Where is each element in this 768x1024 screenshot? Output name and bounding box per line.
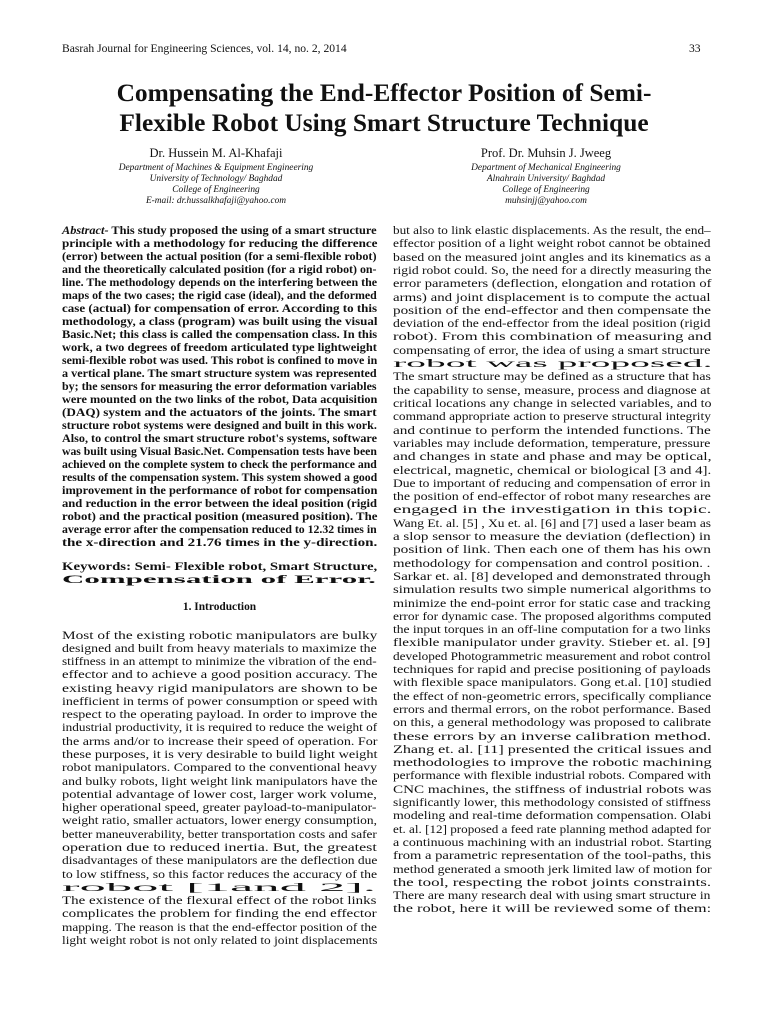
abstract-text: This study proposed the using of a smart structure [108, 225, 377, 237]
body-line: rigid robot could. So, the need for a directly measuring the [393, 265, 712, 277]
body-line: critical locations any change in selected variables, and to [393, 398, 712, 410]
paper-title-line-2: Flexible Robot Using Smart Structure Technique [119, 109, 649, 137]
body-line: techniques for rapid and precise positioning of payloads [393, 664, 711, 676]
abstract-line: structure robot systems were designed and built in this work. [62, 420, 377, 432]
abstract-line: methodology, a class (program) was built using the visual [62, 316, 378, 328]
body-line: errors and thermal errors, on the robot performance. Based [393, 704, 711, 716]
abstract-line: Also, to control the smart structure robot's systems, software [62, 433, 378, 445]
author-affiliation: Department of Machines & Equipment Engineering [118, 163, 314, 173]
body-line: robot). From this combination of measuring and [393, 331, 712, 343]
author-email: muhsinjj@yahoo.com [505, 196, 587, 206]
abstract-line: by; the sensors for measuring the error deformation variables [62, 381, 377, 393]
body-line: error parameters (deflection, elongation and rotation of [393, 278, 712, 290]
body-line: a continuous machining with an industrial robot. Starting [393, 837, 712, 849]
body-line: the capability to sense, measure, process and diagnose at [393, 385, 711, 397]
page-number: 33 [689, 42, 701, 55]
body-line: minimize the end-point error for static case and tracking [393, 598, 711, 610]
body-line: and changes in state and phase and may be optical, [393, 451, 712, 463]
body-line: from a parametric representation of the tool-paths, this [393, 850, 712, 862]
body-line: better maneuverability, better transportation costs and safer [62, 829, 377, 841]
body-line: position of link. Then each one of them has his own [393, 544, 711, 556]
body-line: robot was proposed. [393, 358, 713, 370]
body-line: weight ratio, smaller actuators, lower energy consumption, [62, 815, 377, 827]
abstract-line [62, 225, 377, 238]
body-line: industrial productivity, it is required to reduce the weight of [62, 722, 378, 734]
body-line: electrical, magnetic, chemical or biological [3 and 4]. [393, 465, 712, 477]
abstract-line: and the theoretically calculated position (for a rigid robot) on- [62, 264, 377, 276]
abstract-line: (error) between the actual position (for a semi-flexible robot) [62, 251, 377, 263]
author-name: Prof. Dr. Muhsin J. Jweeg [480, 146, 612, 160]
body-line: Most of the existing robotic manipulators are bulky [62, 630, 378, 642]
body-line: the tool, respecting the robot joints constraints. [393, 877, 712, 889]
body-line: et. al. [12] proposed a feed rate planning method adapted for [393, 824, 711, 836]
abstract-line: principle with a methodology for reducing the difference [62, 238, 378, 250]
body-line: developed Photogrammetric measurement and robot control [393, 651, 711, 663]
abstract-line: (DAQ) system and the actuators of the joints. The smart [62, 407, 377, 419]
abstract-line: case (actual) for compensation of error. According to this [62, 303, 378, 315]
body-line: light weight robot is not only related to joint displacements [62, 935, 378, 947]
body-line: compensating of error, the idea of using a smart structure [393, 345, 711, 357]
abstract-line: average error after the compensation reduced to 12.32 times in [62, 524, 377, 536]
body-line: error for dynamic case. The proposed algorithms computed [393, 611, 712, 623]
body-line: potential advantage of lower cost, larger work volume, [62, 789, 377, 801]
body-line: with flexible space manipulators. Gong et.al. [10] studied [393, 677, 712, 689]
body-line: higher operational speed, greater payload-to-manipulator- [62, 802, 377, 814]
body-line: to low stiffness, so this factor reduces the accuracy of the [62, 869, 378, 881]
abstract-line: work, a two degrees of freedom articulated type lightweight [62, 342, 377, 354]
body-line: on this, a general methodology was proposed to calibrate [393, 717, 712, 729]
body-line: flexible manipulator under gravity. Stieber et. al. [9] [393, 637, 711, 649]
body-line: based on the measured joint angles and its kinematics as a [393, 252, 711, 264]
section-heading: 1. Introduction [182, 601, 257, 613]
author-affiliation: University of Technology/ Baghdad [149, 174, 283, 184]
body-line: the effect of non-geometric errors, specifically compliance [393, 691, 712, 703]
body-line: engaged in the investigation in this topic. [393, 504, 712, 516]
abstract-line: improvement in the performance of robot for compensation [62, 485, 378, 497]
body-line: a slop sensor to measure the deviation (deflection) in [393, 531, 711, 543]
abstract-line: a vertical plane. The smart structure system was represented [62, 368, 377, 380]
body-line: the position of end-effector of robot many researches are [393, 491, 711, 503]
body-line: The smart structure may be defined as a structure that has [393, 371, 711, 383]
author-email: E-mail: dr.hussalkhafaji@yahoo.com [145, 196, 287, 206]
body-line: these purposes, it is very desirable to build light weight [62, 749, 378, 761]
body-line: the input torques in an off-line computation for a two links [393, 624, 711, 636]
body-line: robot manipulators. Compared to the conventional heavy [62, 762, 378, 774]
abstract-line: robot) and the practical position (measured position). The [62, 511, 378, 523]
body-line: effector and to achieve a good position accuracy. The [62, 669, 378, 681]
body-line: deviation of the end-effector from the ideal position (rigid [393, 318, 711, 330]
body-line: effector position of a light weight robot cannot be obtained [393, 238, 711, 250]
body-line: methodology for compensation and control position. . [393, 558, 711, 570]
abstract-line: and reduction in the error between the ideal position (rigid [62, 498, 377, 510]
body-line: operation due to reduced inertia. But, the greatest [62, 842, 377, 854]
body-line: simulation results two simple numerical algorithms to [393, 584, 712, 596]
abstract-line: maps of the two cases; the rigid case (ideal), and the deformed [62, 290, 377, 302]
author-name: Dr. Hussein M. Al-Khafaji [149, 146, 283, 160]
body-line: The existence of the flexural effect of the robot links [62, 895, 377, 907]
body-line: and continue to perform the intended functions. The [393, 425, 711, 437]
body-line: command appropriate action to preserve structural integrity [393, 411, 711, 423]
paper-title-line-1: Compensating the End-Effector Position of Semi- [116, 79, 652, 107]
body-line: and bulky robots, light weight link manipulators have the [62, 776, 378, 788]
body-line: arms) and joint displacement is to compute the actual [393, 292, 711, 304]
author-affiliation: Department of Mechanical Engineering [471, 163, 621, 173]
body-line: but also to link elastic displacements. As the result, the end– [393, 225, 711, 237]
body-line: Zhang et. al. [11] presented the critical issues and [393, 744, 712, 756]
body-line: CNC machines, the stiffness of industrial robots was [393, 784, 712, 796]
journal-header: Basrah Journal for Engineering Sciences, vol. 14, no. 2, 2014 [62, 42, 347, 55]
body-line: complicates the problem for finding the end effector [62, 908, 377, 920]
abstract-label: Abstract- [62, 225, 109, 237]
body-line: position of the end-effector and then compensate the [393, 305, 711, 317]
body-line: method generated a smooth jerk limited law of motion for [393, 864, 712, 876]
body-line: mapping. The reason is that the end-effector position of the [62, 922, 377, 934]
keywords-line: Compensation of Error. [62, 573, 376, 586]
body-line: designed and built from heavy materials to maximize the [62, 643, 377, 655]
body-line: performance with flexible industrial robots. Compared with [393, 770, 711, 782]
body-line: respect to the operating payload. In order to improve the [62, 709, 378, 721]
body-line: robot [1and 2]. [62, 882, 377, 894]
abstract-line: were mounted on the two links of the robot, Data acquisition [62, 394, 378, 406]
body-line: modeling and real-time deformation compensation. Olabi [393, 810, 712, 822]
author-affiliation: College of Engineering [172, 185, 260, 195]
body-line: variables may include deformation, temperature, pressure [393, 438, 711, 450]
abstract-line: achieved on the complete system to check the performance and [62, 459, 377, 471]
body-line: significantly lower, this methodology consisted of stiffness [393, 797, 711, 809]
author-affiliation: Alnahrain University/ Baghdad [486, 174, 606, 184]
body-line: There are many research deal with using smart structure in [393, 890, 711, 902]
abstract-line: was built using Visual Basic.Net. Compensation tests have been [62, 446, 377, 458]
body-line: these errors by an inverse calibration method. [393, 731, 712, 743]
abstract-line: results of the compensation system. This system showed a good [62, 472, 378, 484]
abstract-line: the x-direction and 21.76 times in the y-direction. [62, 537, 378, 549]
abstract-line: line. The methodology depends on the interfering between the [62, 277, 378, 289]
body-line: the robot, here it will be reviewed some of them: [393, 903, 712, 915]
body-line: inefficient in terms of power consumption or speed with [62, 696, 378, 708]
body-line: stiffness in an attempt to minimize the vibration of the end- [62, 656, 377, 668]
body-line: Due to important of reducing and compensation of error in [393, 478, 711, 490]
body-line: Wang Et. al. [5] , Xu et. al. [6] and [7] used a laser beam as [393, 518, 712, 530]
author-affiliation: College of Engineering [502, 185, 590, 195]
body-line: the arms and/or to increase their speed of operation. For [62, 736, 378, 748]
body-line: existing heavy rigid manipulators are shown to be [62, 683, 378, 695]
abstract-line: Basic.Net; this class is called the compensation class. In this [62, 329, 378, 341]
keywords-line: Keywords: Semi- Flexible robot, Smart Structure, [62, 560, 378, 573]
body-line: Sarkar et. al. [8] developed and demonstrated through [393, 571, 711, 583]
body-line: methodologies to improve the robotic machining [393, 757, 712, 769]
body-line: disadvantages of these manipulators are the deflection due [62, 855, 378, 867]
abstract-line: semi-flexible robot was used. This robot is confined to move in [62, 355, 378, 367]
